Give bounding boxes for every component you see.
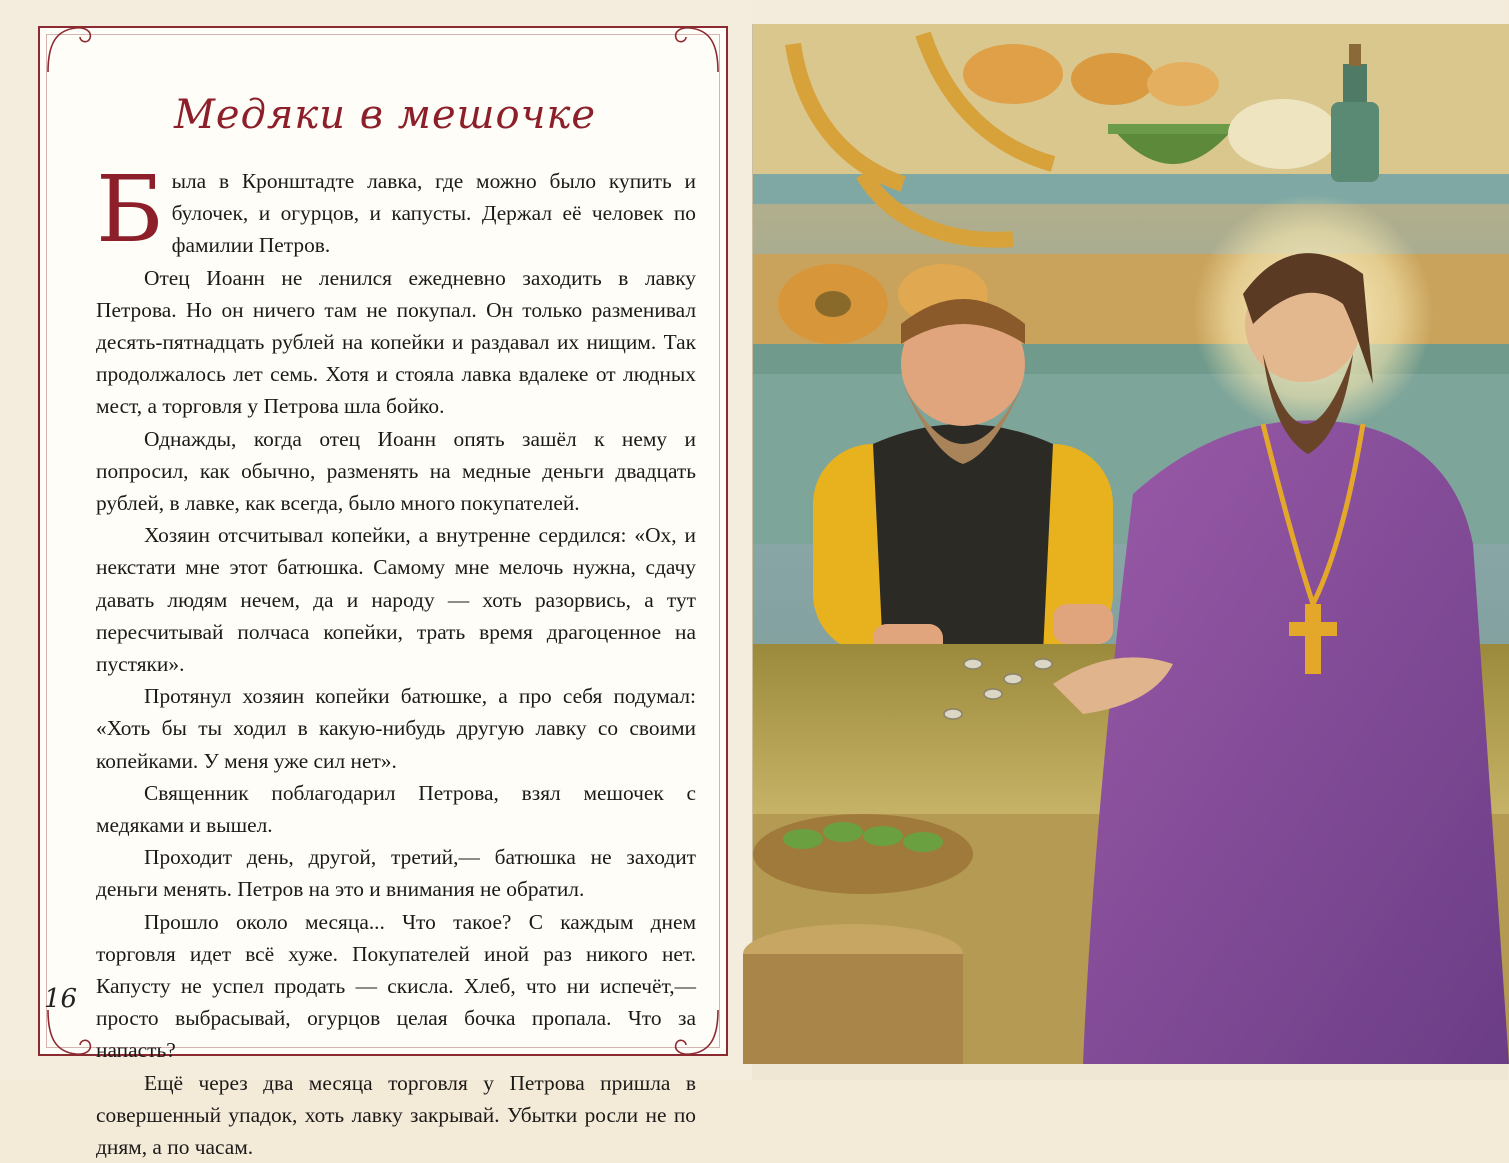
story-text	[96, 156, 696, 1163]
right-page-top-margin	[752, 0, 1508, 24]
paragraph: Протянул хозяин копейки батюшке, а про себя подумал: «Хоть бы ты ходил в какую-нибудь другую лавку со своими копейками. У меня уже сил нет».	[96, 684, 696, 773]
paragraph: Священник поблагодарил Петрова, взял мешочек с медяками и вышел.	[96, 780, 696, 838]
painting-shopkeeper-and-priest-icon	[752, 24, 1509, 1064]
paragraph-text: ыла в Кронштадте лавка, где можно было купить и булочек, и огурцов, и капусты. Держал её человек по фамилии Петров.	[171, 169, 696, 258]
paragraph: Ещё через два месяца торговля у Петрова пришла в совершенный упадок, хоть лавку закрывай. Убытки росли не по дням, а по часам.	[96, 1070, 696, 1160]
right-page-bottom-margin	[752, 1064, 1508, 1080]
paragraph: Проходит день, другой, третий,— батюшка не заходит деньги менять. Петров на это и внимания не обратил.	[96, 845, 696, 902]
drop-cap: Б	[96, 156, 164, 263]
corner-flourish-icon	[46, 24, 96, 74]
page-title: Медяки в мешочке	[173, 92, 597, 138]
paragraph	[96, 156, 696, 263]
corner-flourish-icon	[670, 24, 720, 74]
corner-flourish-icon	[46, 1008, 96, 1058]
paragraph: Прошло около месяца... Что такое? С каждым днем торговля идет всё хуже. Покупателей иной раз никого нет. Капусту не успел продать — скисла. Хлеб, что ни испечёт,— просто выбрасывай, огурцов целая бочка пропала. Что за напасть?	[96, 909, 696, 1063]
left-page	[0, 0, 752, 1160]
paragraph: Хозяин отсчитывал копейки, а внутренне сердился: «Ох, и некстати мне этот батюшка. Самому мне мелочь нужна, сдачу давать людям нечем, да и народу — хоть разорвись, а тут пересчитывай полчаса копейки, трать время драгоценное на пустяки».	[96, 523, 696, 677]
paragraph: Однажды, когда отец Иоанн опять зашёл к нему и попросил, как обычно, разменять на медные деньги двадцать рублей, в лавке, как всегда, было много покупателей.	[96, 426, 696, 516]
paragraph: Отец Иоанн не ленился ежедневно заходить в лавку Петрова. Но он ничего там не покупал. Он только разменивал десять-пятнадцать рублей на копейки и раздавал их нищим. Так продолжалось лет семь. Хотя и стояла лавка вдалеке от людных мест, а торговля у Петрова шла бойко.	[96, 265, 696, 419]
page-number: 16	[44, 984, 78, 1014]
